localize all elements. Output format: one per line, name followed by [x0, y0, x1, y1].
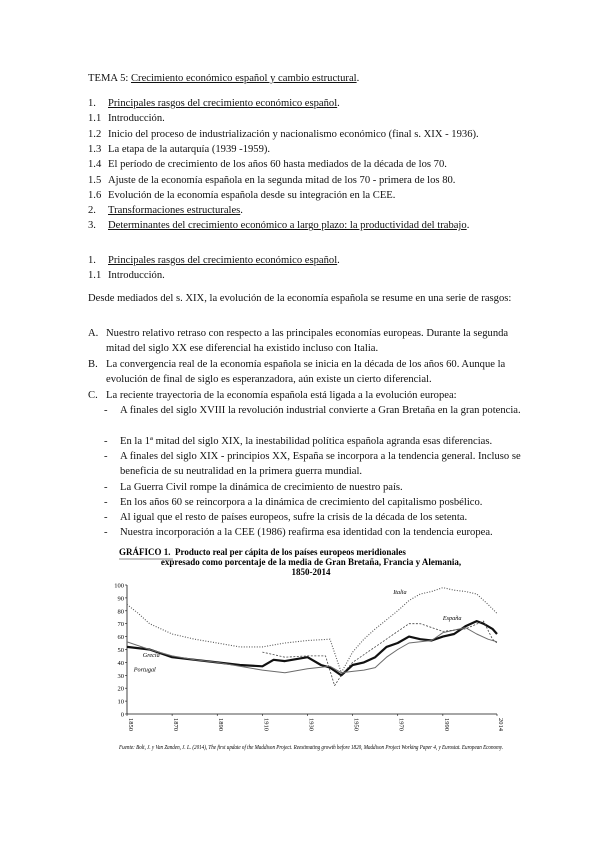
toc-item-text: Determinantes del crecimiento económico a largo plazo: la productividad del trabajo — [108, 220, 467, 232]
subpoint-item — [104, 403, 524, 418]
point-text: La reciente trayectoria de la economía española está ligada a la evolución europea: — [106, 390, 457, 401]
section-title-suffix: . — [337, 255, 340, 266]
y-tick-label: 90 — [117, 595, 124, 603]
subpoint-dash: - — [104, 436, 108, 447]
grecia-label: Grecia — [142, 652, 160, 660]
chart-title-label: GRÁFICO 1. — [119, 547, 171, 557]
point-item — [88, 326, 528, 357]
x-tick-label: 1990 — [442, 718, 450, 731]
toc-item — [88, 128, 479, 141]
toc-item-suffix: . — [240, 205, 243, 217]
y-tick-label: 30 — [117, 672, 124, 680]
subsection-number: 1.1 — [88, 270, 102, 281]
x-tick-label: 1970 — [397, 718, 405, 731]
y-tick-label: 80 — [117, 608, 124, 616]
subpoint-item — [104, 434, 524, 449]
toc-item-suffix: . — [466, 220, 470, 232]
point-item — [88, 357, 528, 388]
subpoint-text: A finales del siglo XIX - principios XX, España se incorpora a la tendencia general. Incluso se beneficia de su neutralidad en la primera guerra mundial. — [120, 451, 521, 478]
toc-item — [88, 174, 455, 187]
y-tick-label: 100 — [114, 582, 124, 590]
y-tick-label: 50 — [117, 647, 124, 654]
point-text: Nuestro relativo retraso con respecto a las principales economías europeas. Durante la segunda mitad del siglo XX ese diferencial ha existido incluso con Italia. — [106, 328, 509, 355]
subpoint-dash: - — [104, 405, 108, 416]
subpoint-dash: - — [104, 482, 108, 493]
chart-title-line-2: expresado como porcentaje de la media de Gran Bretaña, Francia y Alemania, — [160, 557, 462, 567]
heading-suffix: . — [356, 73, 360, 84]
toc-item-text: Introducción. — [108, 113, 165, 125]
x-tick-label: 1890 — [217, 718, 225, 731]
toc-item-text: Principales rasgos del crecimiento económico español — [108, 98, 338, 109]
heading-prefix: TEMA 5: — [88, 73, 131, 84]
toc-item-text: Transformaciones estructurales — [108, 205, 241, 217]
subpoint-text: Nuestra incorporación a la CEE (1986) reafirma esa identidad con la tendencia europea. — [120, 527, 493, 538]
x-tick-label: 1910 — [262, 718, 270, 731]
y-tick-label: 20 — [117, 685, 124, 693]
section-heading — [88, 254, 340, 267]
section-number: 1. — [88, 255, 96, 266]
section-title: Principales rasgos del crecimiento económico español — [108, 255, 338, 266]
y-tick-label: 0 — [120, 711, 124, 719]
intro-paragraph: Desde mediados del s. XIX, la evolución de la economía española se resume en una serie de rasgos: — [88, 293, 512, 304]
toc-item-number: 1. — [88, 98, 96, 109]
toc-item-number: 2. — [88, 205, 96, 217]
subpoint-text: A finales del siglo XVIII la revolución industrial convierte a Gran Bretaña en la gran potencia. — [120, 405, 521, 416]
subpoint-item — [104, 510, 524, 525]
series-line-espana — [127, 621, 497, 675]
x-tick-label: 1950 — [352, 718, 360, 731]
toc-item-text: Evolución de la economía española desde su integración en la CEE. — [108, 189, 396, 201]
y-tick-label: 40 — [117, 659, 124, 667]
subsection-heading — [88, 269, 165, 282]
toc-item-number: 1.5 — [88, 174, 102, 186]
subpoint-dash: - — [104, 512, 108, 523]
toc-item-number: 1.3 — [88, 143, 102, 155]
portugal-label: Portugal — [133, 666, 156, 674]
chart-source-note: Fuente: Bolt, J. y Van Zanden, J. L. (2014), The first update of the Maddison Project. Reestimating growth before 1820, Maddison Project Working Paper 4, y Eurostat. European Economy. — [119, 745, 557, 751]
x-tick-label: 1930 — [307, 718, 315, 731]
document-heading — [88, 72, 359, 85]
toc-item-number: 1.6 — [88, 189, 102, 201]
point-marker: C. — [88, 390, 98, 401]
chart-plot-area — [114, 582, 557, 752]
toc-item-text: El período de crecimiento de los años 60 hasta mediados de la década de los 70. — [108, 159, 447, 171]
toc-item — [88, 158, 447, 171]
subpoint-dash: - — [104, 527, 108, 538]
subpoint-text: En los años 60 se reincorpora a la dinámica de crecimiento del capitalismo posbélico. — [120, 497, 483, 508]
toc-item-text: Inicio del proceso de industrialización y nacionalismo económico (final s. XIX - 1936). — [108, 128, 479, 140]
subpoint-item — [104, 449, 524, 480]
point-marker: B. — [88, 359, 98, 370]
italia-label: Italia — [393, 589, 407, 597]
chart-title-line-3: 1850-2014 — [291, 567, 331, 577]
toc-item-number: 1.4 — [88, 159, 102, 171]
espana-label: España — [442, 614, 462, 622]
toc-item-number: 1.2 — [88, 128, 102, 140]
subpoint-dash: - — [104, 451, 108, 462]
y-tick-label: 10 — [117, 698, 124, 706]
point-marker: A. — [88, 328, 99, 339]
gdp-per-capita-chart — [114, 543, 557, 763]
y-tick-label: 60 — [117, 634, 124, 642]
series-line-portugal — [127, 628, 497, 673]
toc-item-suffix: . — [337, 98, 340, 109]
subpoint-dash: - — [104, 497, 108, 508]
chart-title-line-1: Producto real per cápita de los países europeos meridionales — [175, 547, 406, 557]
heading-title: Crecimiento económico español y cambio estructural — [130, 73, 357, 84]
x-tick-label: 2014 — [497, 718, 504, 731]
subpoint-text: La Guerra Civil rompe la dinámica de crecimiento de nuestro país. — [120, 482, 403, 493]
toc-item-text: La etapa de la autarquía (1939 -1959). — [108, 143, 271, 155]
x-tick-label: 1850 — [127, 718, 134, 731]
toc-item-number: 3. — [88, 220, 96, 232]
toc-item — [88, 204, 243, 217]
toc-item-text: Ajuste de la economía española en la segunda mitad de los 70 - primera de los 80. — [108, 174, 456, 186]
subpoint-item — [104, 495, 524, 510]
x-tick-label: 1870 — [172, 718, 180, 731]
subpoint-text: En la 1ª mitad del siglo XIX, la inestabilidad política española agranda esas diferencias. — [120, 436, 493, 447]
subsection-title: Introducción. — [108, 270, 165, 281]
subpoint-item — [104, 480, 524, 495]
toc-item — [88, 97, 340, 110]
toc-item — [88, 219, 469, 232]
toc-item-number: 1.1 — [88, 113, 102, 125]
toc-item — [88, 189, 395, 202]
point-text: La convergencia real de la economía española se inicia en la década de los años 60. Aunque la evolución de final de siglo es esperanzadora, aún existe un cierto diferencial. — [106, 359, 506, 386]
toc-item — [88, 143, 270, 156]
toc-item — [88, 112, 165, 125]
y-tick-label: 70 — [117, 621, 124, 629]
subpoint-item — [104, 525, 524, 540]
subpoint-text: Al igual que el resto de países europeos, sufre la crisis de la década de los setenta. — [120, 512, 468, 523]
point-item — [88, 388, 528, 403]
